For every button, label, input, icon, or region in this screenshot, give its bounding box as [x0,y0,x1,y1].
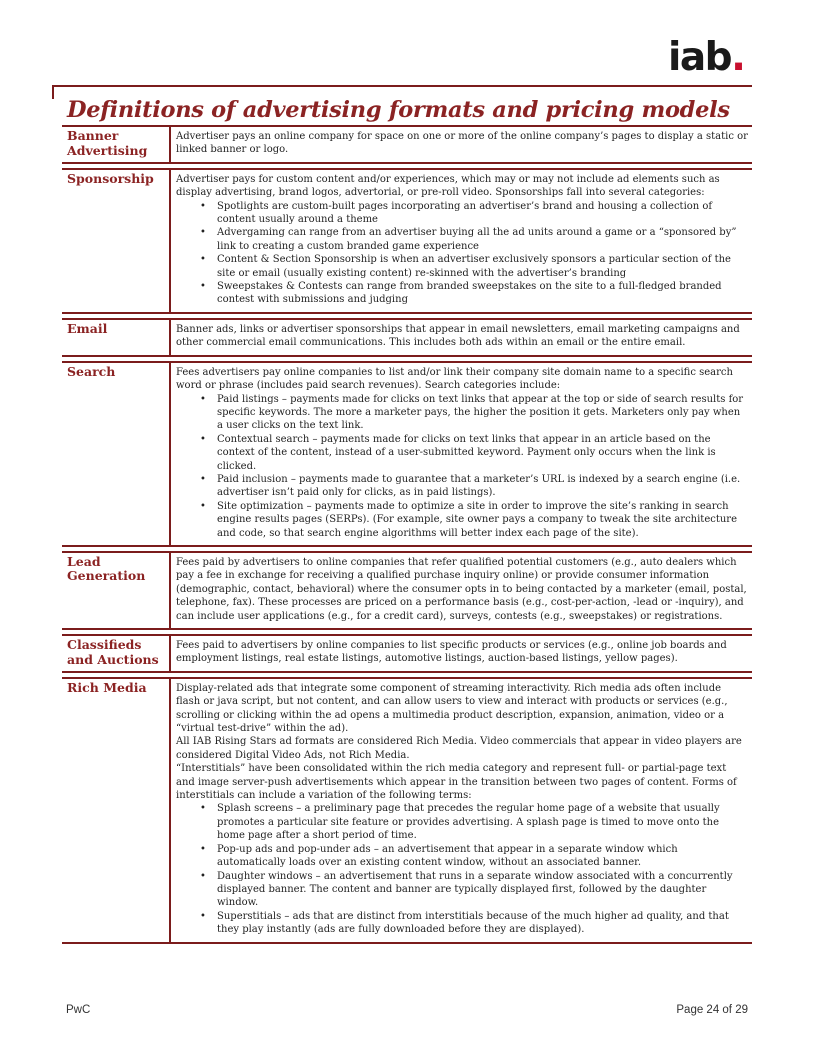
bullet-list [176,802,748,936]
bullet-list [176,393,748,540]
definition-text: Fees advertisers pay online companies to list and/or link their company site domain name to a specific search word or phrase (includes paid search revenues). Search categories include: [176,366,733,392]
definition-text: Display-related ads that integrate some component of streaming interactivity. Rich media ads often include flash or java script, but not content, and can allow users to view and interact with products or services (e.g., scrolling or clicking within the ad opens a multimedia product description, expansion, animation, video or a “virtual test-drive” within the ad). [176,682,728,735]
definitions-table [62,125,752,944]
definition-row [62,551,752,630]
header-rule-tick [52,85,54,99]
definition-term: Sponsorship [62,170,171,312]
footer-company: PwC [66,1004,91,1016]
bullet-item: • Advergaming can range from an advertiser buying all the ad units around a game or a “sponsored by” link to creating a custom branded game experience [217,226,748,253]
definition-text: Advertiser pays for custom content and/or experiences, which may or may not include ad elements such as display advertising, brand logos, advertorial, or pre-roll video. Sponsorships fall into several categories: [176,173,720,199]
definition-body [171,320,752,355]
bullet-item: • Daughter windows – an advertisement that runs in a separate window associated with a concurrently displayed banner. The content and banner are typically displayed first, followed by the daughter window. [217,870,748,910]
bullet-item: • Site optimization – payments made to optimize a site in order to improve the site’s ranking in search engine results pages (SERPs). (For example, site owner pays a company to tweak the site architecture and code, so that search engine algorithms will better index each page of the site). [217,500,748,540]
definition-term: Classifieds and Auctions [62,636,171,671]
bullet-item: • Splash screens – a preliminary page that precedes the regular home page of a website that usually promotes a particular site feature or provides advertising. A splash page is timed to move onto the home page after a short period of time. [217,802,748,842]
definition-row [62,318,752,357]
bullet-item: • Pop-up ads and pop-under ads – an advertisement that appear in a separate window which automatically loads over an existing content window, without an associated banner. [217,843,748,870]
bullet-list [176,200,748,307]
definition-row [62,168,752,314]
header-rule [52,85,752,87]
page-title: Definitions of advertising formats and pricing models [67,97,730,123]
definition-text: “Interstitials” have been consolidated within the rich media category and represent full- or partial-page text and image server-push advertisements which appear in the transition between two pages of content. Forms of interstitials can include a variation of the following terms: [176,763,737,802]
definition-term: Email [62,320,171,355]
definition-body [171,127,752,162]
definition-body [171,679,752,942]
definition-row [62,677,752,944]
bullet-item: • Sweepstakes & Contests can range from branded sweepstakes on the site to a full-fledged branded contest with submissions and judging [217,280,748,307]
definition-body [171,636,752,671]
footer-page-number: Page 24 of 29 [676,1004,748,1016]
bullet-item: • Contextual search – payments made for clicks on text links that appear in an article based on the context of the content, instead of a user-submitted keyword. Payment only occurs when the link is clicked. [217,433,748,473]
definition-body [171,170,752,312]
definition-body [171,363,752,545]
definition-text: Fees paid by advertisers to online companies that refer qualified potential customers (e.g., auto dealers which pay a fee in exchange for receiving a qualified purchase inquiry online) or provide consumer information (demographic, contact, behavioral) where the consumer opts in to being contacted by a marketer (email, postal, telephone, fax). These processes are priced on a performance basis (e.g., cost-per-action, -lead or -inquiry), and can include user applications (e.g., for a credit card), surveys, contests (e.g., sweepstakes) or registrations. [176,556,747,622]
definition-text: Fees paid to advertisers by online companies to list specific products or services (e.g., online job boards and employment listings, real estate listings, automotive listings, auction-based listings, yellow pages). [176,640,727,665]
definition-term: Lead Generation [62,553,171,628]
bullet-item: • Paid listings – payments made for clicks on text links that appear at the top or side of search results for specific keywords. The more a marketer pays, the higher the position it gets. Marketers only pay when a user clicks on the text link. [217,393,748,433]
definition-body [171,553,752,628]
iab-logo: iab. [668,35,745,80]
definition-row [62,634,752,673]
bullet-item: • Content & Section Sponsorship is when an advertiser exclusively sponsors a particular section of the site or email (usually existing content) re-skinned with the advertiser’s branding [217,253,748,280]
definition-row [62,125,752,164]
bullet-item: • Spotlights are custom-built pages incorporating an advertiser’s brand and housing a collection of content usually around a theme [217,200,748,227]
definition-text: All IAB Rising Stars ad formats are considered Rich Media. Video commercials that appear in video players are considered Digital Video Ads, not Rich Media. [176,736,742,761]
definition-text: Banner ads, links or advertiser sponsorships that appear in email newsletters, email marketing campaigns and other commercial email communications. This includes both ads within an email or the entire email. [176,323,740,349]
definition-text: Advertiser pays an online company for space on one or more of the online company’s pages to display a static or linked banner or logo. [176,131,748,156]
bullet-item: • Paid inclusion – payments made to guarantee that a marketer’s URL is indexed by a search engine (i.e. advertiser isn’t paid only for clicks, as in paid listings). [217,473,748,500]
definition-row [62,361,752,547]
definition-term: Search [62,363,171,545]
definition-term: Banner Advertising [62,127,171,162]
definition-term: Rich Media [62,679,171,942]
bullet-item: • Superstitials – ads that are distinct from interstitials because of the much higher ad quality, and that they play instantly (ads are fully downloaded before they are displayed). [217,910,748,937]
